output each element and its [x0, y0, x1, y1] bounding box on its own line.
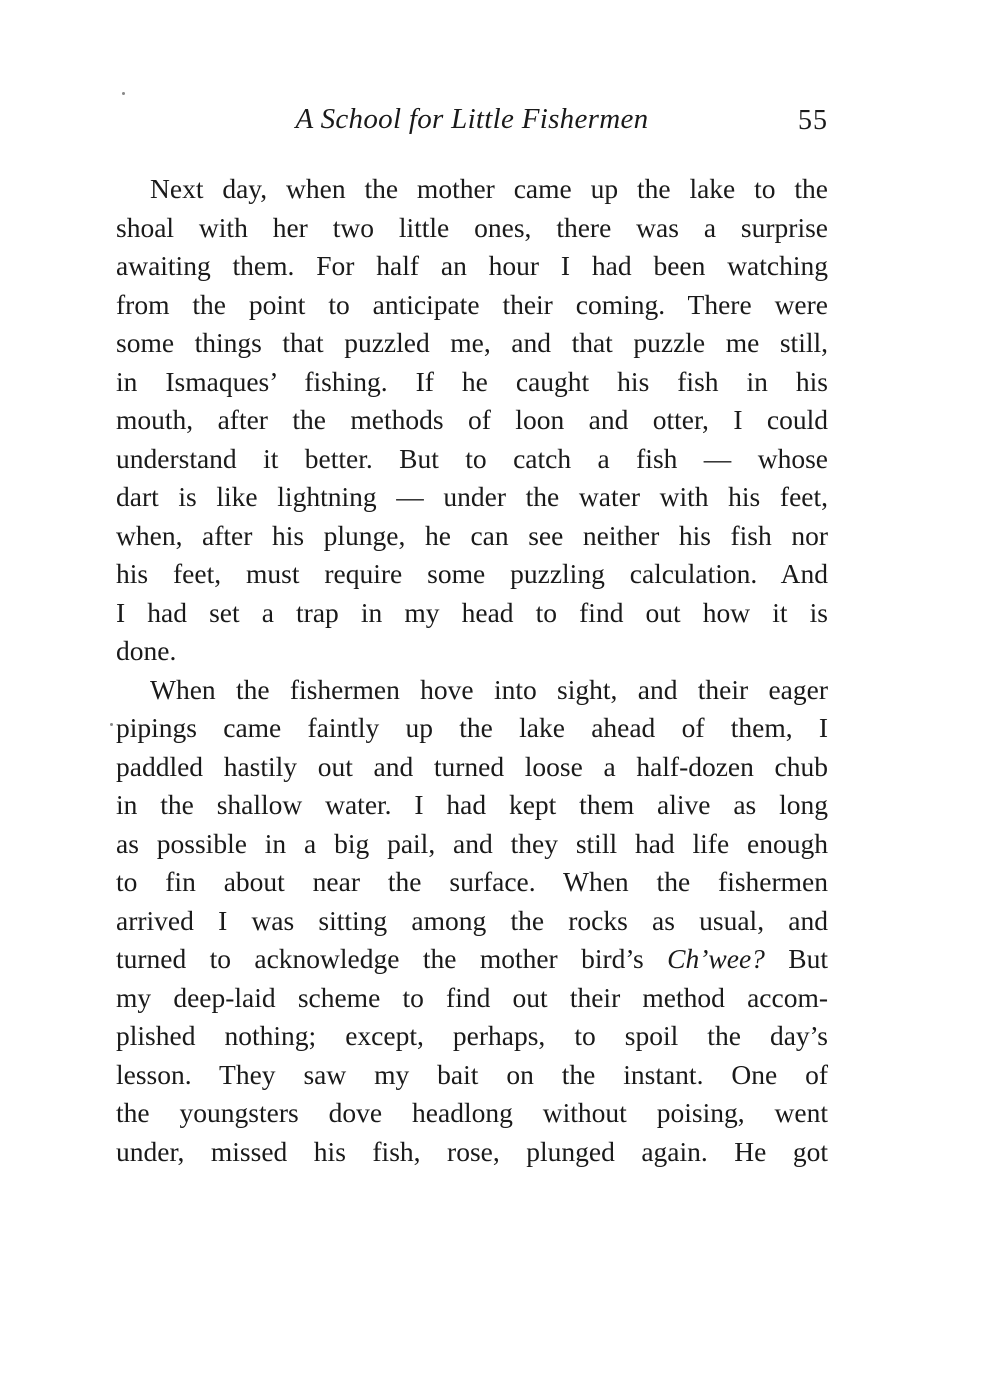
page-number: 55 — [798, 105, 828, 136]
paragraph-2-line: as possible in a big pail, and they still had life enough — [116, 827, 828, 859]
paragraph-2-line: my deep-laid scheme to find out their method accom- — [116, 981, 828, 1013]
paragraph-2-line: plished nothing; except, perhaps, to spoil the day’s — [116, 1020, 828, 1051]
paragraph-1-line: mouth, after the methods of loon and otter, I could — [116, 404, 828, 435]
paragraph-1-line: awaiting them. For half an hour I had been watching — [116, 250, 828, 281]
italic-call: Ch’wee? — [667, 943, 765, 974]
scan-speck — [122, 92, 125, 95]
paragraph-2-line: in the shallow water. I had kept them alive as long — [116, 789, 828, 820]
paragraph-2-line: the youngsters dove headlong without poising, went — [116, 1097, 828, 1128]
paragraph-1-line: I had set a trap in my head to find out how it is — [116, 596, 828, 628]
paragraph-2-line: to fin about near the surface. When the fishermen — [116, 866, 828, 897]
paragraph-2-line: arrived I was sitting among the rocks as usual, and — [116, 904, 828, 936]
paragraph-1-line: from the point to anticipate their coming. There were — [116, 288, 828, 320]
paragraph-2-line-mixed — [116, 940, 828, 979]
scan-speck — [110, 723, 113, 726]
paragraph-1-line: shoal with her two little ones, there was a surprise — [116, 211, 828, 243]
running-head — [116, 103, 828, 147]
paragraph-1-line: some things that puzzled me, and that puzzle me still, — [116, 327, 828, 358]
paragraph-2-line: lesson. They saw my bait on the instant. One of — [116, 1058, 828, 1090]
paragraph-1-line: when, after his plunge, he can see neither his fish nor — [116, 519, 828, 551]
paragraph-1-line: understand it better. But to catch a fish — whose — [116, 442, 828, 474]
running-title: A School for Little Fishermen — [295, 103, 649, 135]
paragraph-1-line: Next day, when the mother came up the lake to the — [150, 173, 828, 204]
paragraph-1-line: dart is like lightning — under the water with his feet, — [116, 481, 828, 512]
paragraph-1-line: done. — [116, 635, 177, 666]
paragraph-1-line: in Ismaques’ fishing. If he caught his fish in his — [116, 365, 828, 397]
paragraph-2-line: When the fishermen hove into sight, and their eager — [150, 673, 828, 705]
body-text — [116, 170, 828, 1171]
paragraph-1-line: his feet, must require some puzzling calculation. And — [116, 558, 828, 589]
paragraph-2-line: pipings came faintly up the lake ahead of them, I — [116, 712, 828, 743]
paragraph-2-line: paddled hastily out and turned loose a half-dozen chub — [116, 750, 828, 782]
paragraph-2-line: under, missed his fish, rose, plunged again. He got — [116, 1135, 828, 1167]
line-text: turned to acknowledge the mother bird’s — [116, 943, 644, 974]
line-text: But — [788, 943, 829, 974]
